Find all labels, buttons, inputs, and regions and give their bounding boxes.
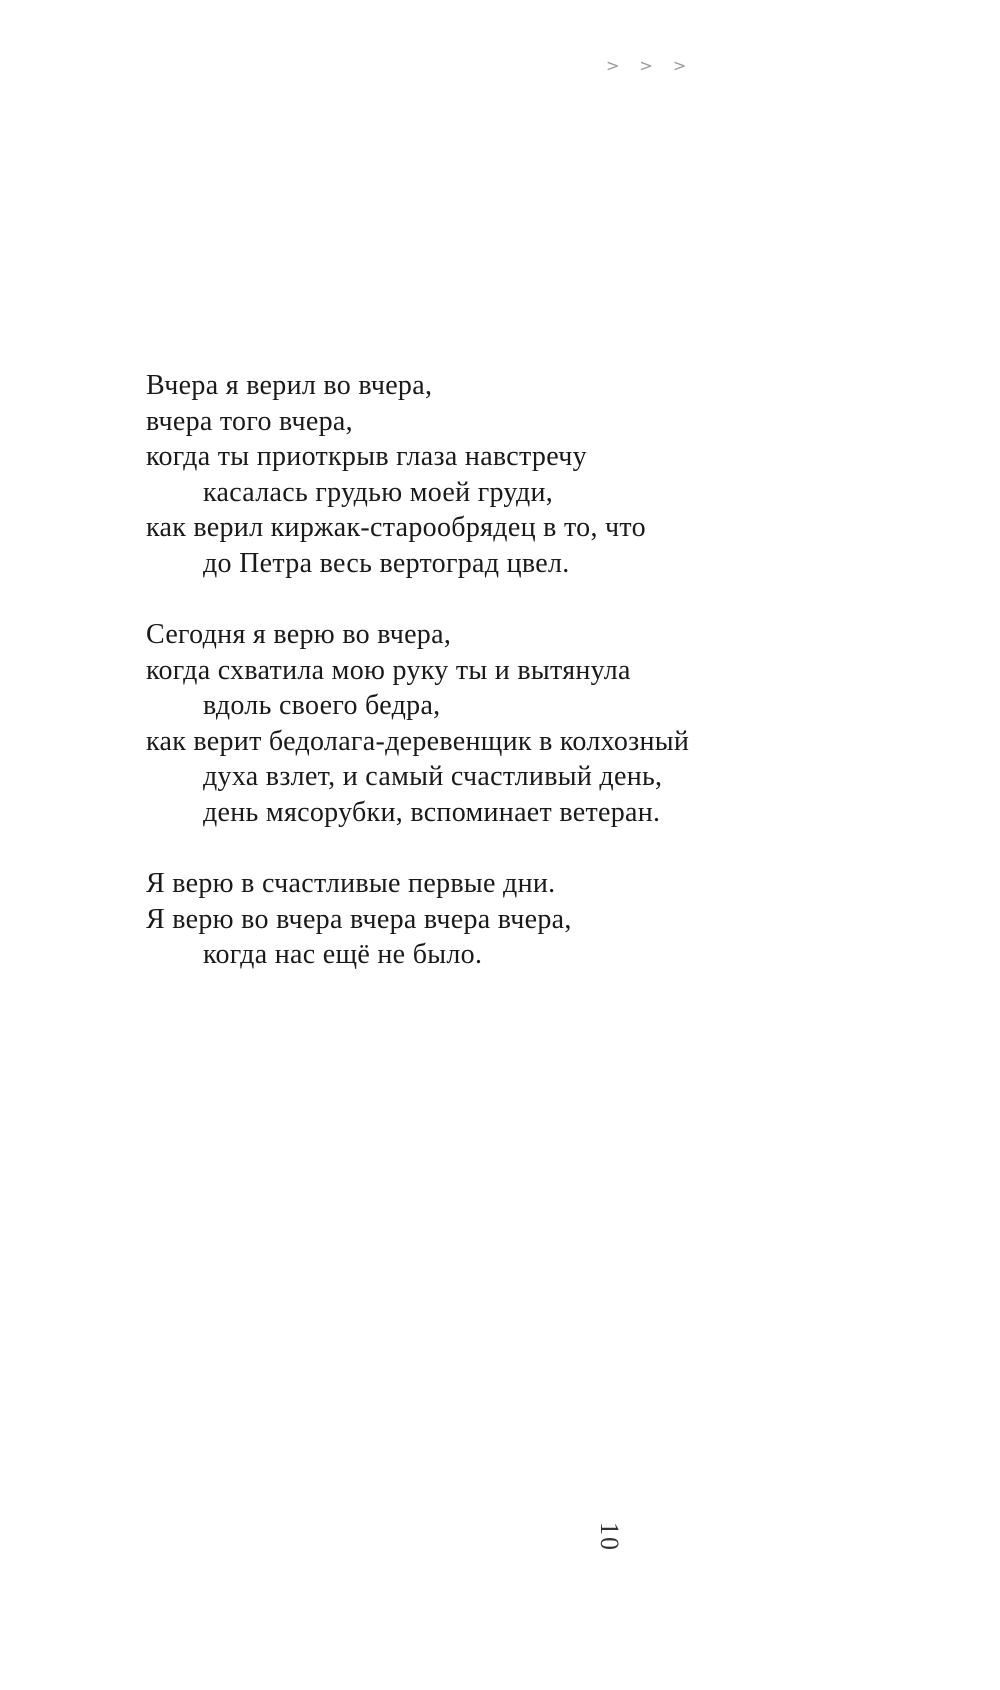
poem-line: как верит бедолага-деревенщик в колхозный [146,725,690,757]
ornament-arrow: > [606,56,620,75]
poem [146,368,986,1009]
stanza [146,617,986,830]
poem-line-indented: когда нас ещё не было. [203,939,483,970]
ornament-arrow: > [672,56,687,75]
poem-line: Вчера я верил во вчера, [146,370,433,401]
poem-line: как верил киржак-старообрядец в то, что [146,512,646,543]
poem-line: вчера того вчера, [146,405,353,437]
poem-line-indented: до Петра весь вертоград цвел. [203,547,570,579]
poem-line: Сегодня я верю во вчера, [146,619,452,650]
stanza [146,866,986,973]
poem-line-indented: вдоль своего бедра, [203,690,441,721]
ornament-arrows [606,56,686,75]
ornament-arrow: > [639,56,653,75]
page-number: 10 [595,1522,624,1552]
stanza [146,368,986,581]
poem-line: Я верю во вчера вчера вчера вчера, [146,903,572,935]
poem-line: когда ты приоткрыв глаза навстречу [146,441,587,472]
poem-line-indented: духа взлет, и самый счастливый день, [203,761,663,792]
poem-line: Я верю в счастливые первые дни. [146,868,556,899]
poem-line-indented: день мясорубки, вспоминает ветеран. [203,796,661,828]
poem-line-indented: касалась грудью моей груди, [203,476,554,508]
poem-line: когда схватила мою руку ты и вытянула [146,654,631,686]
